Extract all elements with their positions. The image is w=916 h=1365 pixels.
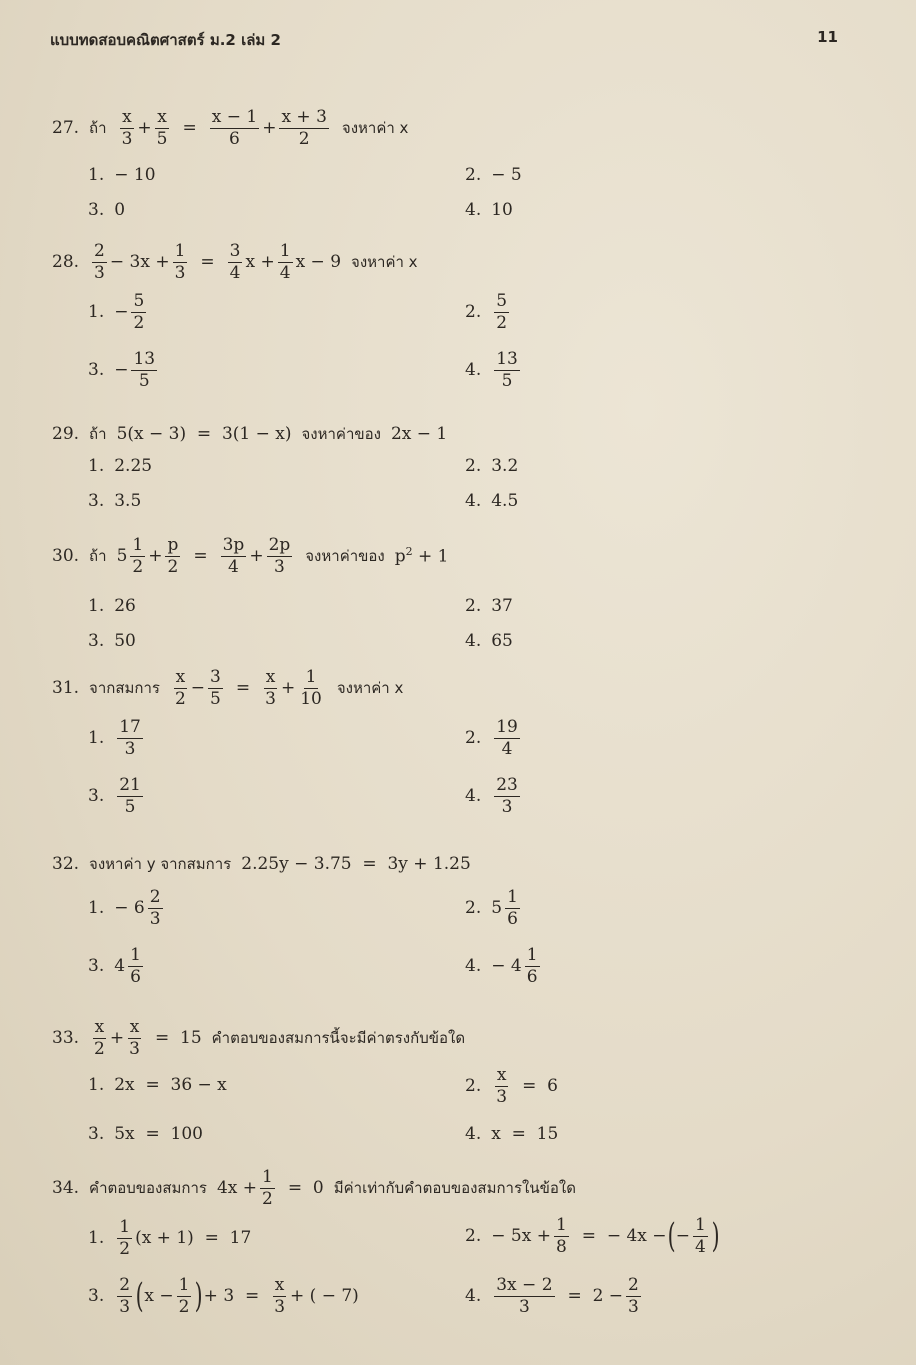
fraction: $\frac{x}{3}$ [265,667,276,709]
question-instruction: จงหาค่าของ [305,547,385,566]
question-number: 27. [52,118,80,139]
question-29 [52,422,447,446]
option: 2. $\frac{19}{4}$ [465,717,518,759]
option: 2. $\frac{x}{3}$ = 6 [465,1065,558,1107]
question-30 [52,536,449,576]
option: 2. − 5x + $\frac{1}{8}$ = − 4x − ( − $\frac{1}{4}$ ) [465,1215,720,1257]
equals-sign: = [182,118,197,139]
question-34 [52,1168,576,1208]
option: 2. − 5 [465,165,522,185]
option: 3. $\frac{21}{5}$ [88,775,141,817]
header-title: แบบทดสอบคณิตศาสตร์ ม.2 เล่ม 2 [50,31,281,49]
fraction: $\frac{x - 1}{6}$ [211,107,258,149]
equals-sign: = [200,252,215,273]
question-instruction: จงหาค่า x [351,253,418,272]
operator: − [190,678,206,699]
operator: + [280,678,296,699]
fraction: $\frac{x}{3}$ [129,1017,140,1059]
option: 3. 0 [88,200,126,220]
page-number: 11 [817,28,838,46]
question-number: 31. [52,678,80,699]
fraction: $\frac{1}{4}$ [279,241,291,283]
option: 1. 2x = 36 − x [88,1075,227,1095]
option: 3. 50 [88,631,136,651]
fraction: $\frac{1}{10}$ [300,667,322,709]
operator: + [249,546,264,567]
question-number: 32. [52,854,80,874]
fraction: $\frac{3}{4}$ [229,241,241,283]
option: 1. − 10 [88,165,156,185]
fraction: $\frac{x}{3}$ [121,107,133,149]
option: 4. $\frac{23}{3}$ [465,775,518,817]
option: 1. − 6 $\frac{2}{3}$ [88,887,161,929]
option: 1. 26 [88,596,136,616]
option: 2. 5 $\frac{1}{6}$ [465,887,518,929]
option: 3. − $\frac{13}{5}$ [88,349,156,391]
fraction: $\frac{2}{3}$ [94,241,105,283]
equation: 2.25y − 3.75 = 3y + 1.25 [241,854,471,874]
operator: + [148,546,163,567]
option: 2. 3.2 [465,456,519,476]
option: 3. 4 $\frac{1}{6}$ [88,945,141,987]
question-instruction: จงหาค่า x [336,679,404,698]
fraction: $\frac{1}{3}$ [174,241,186,283]
equals-sign: = 15 [154,1028,202,1049]
operator: + [109,1028,125,1049]
question-32 [52,852,471,876]
question-number: 29. [52,424,80,444]
question-prefix: จากสมการ [89,679,160,698]
equals-sign: = 0 [287,1178,324,1199]
option: 1. 2.25 [88,456,153,476]
fraction: $\frac{1}{2}$ [262,1167,273,1209]
expression: $p^2 + 1$ [394,545,449,568]
option: 4. x = 15 [465,1124,559,1144]
question-28 [52,242,418,282]
fraction: $\frac{p}{2}$ [167,535,179,577]
option: 4. − 4 $\frac{1}{6}$ [465,945,538,987]
question-number: 28. [52,252,80,273]
fraction: $\frac{3p}{4}$ [222,535,245,577]
equation: 5(x − 3) = 3(1 − x) [116,424,292,444]
option: 4. 10 [465,200,513,220]
equals-sign: = [193,546,208,567]
expression: x + [245,252,275,273]
question-prefix: จงหาค่า y จากสมการ [89,855,232,873]
option: 4. 4.5 [465,491,519,511]
option: 4. 65 [465,631,513,651]
question-number: 34. [52,1178,80,1199]
option: 3. 3.5 [88,491,142,511]
option: 1. $\frac{1}{2}$ (x + 1) = 17 [88,1217,252,1259]
option: 4. $\frac{3x - 2}{3}$ = 2 − $\frac{2}{3}$ [465,1275,639,1317]
question-instruction: จงหาค่าของ [301,425,381,443]
question-number: 30. [52,546,80,567]
question-instruction: คำตอบของสมการนี้จะมีค่าตรงกับข้อใด [211,1029,466,1048]
fraction: $\frac{1}{2}$ [132,535,144,577]
option: 3. 5x = 100 [88,1124,203,1144]
fraction: $\frac{3}{5}$ [210,667,221,709]
expression: x − 9 [295,252,342,273]
question-33 [52,1018,465,1058]
question-instruction: มีค่าเท่ากับคำตอบของสมการในข้อใด [333,1179,576,1198]
fraction: $\frac{2p}{3}$ [268,535,291,577]
option: 1. − $\frac{5}{2}$ [88,291,145,333]
operator: + [137,118,152,139]
expression: 2x − 1 [390,424,448,444]
question-prefix: คำตอบของสมการ [89,1179,207,1198]
option: 1. $\frac{17}{3}$ [88,717,141,759]
question-number: 33. [52,1028,80,1049]
expression: 4x + [216,1178,258,1199]
question-prefix: ถ้า [89,119,107,138]
expression: − 3x + [109,252,170,273]
question-31 [52,668,403,708]
fraction: $\frac{x + 3}{2}$ [281,107,327,149]
question-27 [52,108,408,148]
operator: + [262,118,277,139]
fraction: $\frac{x}{2}$ [94,1017,105,1059]
whole-number: 5 [116,546,128,567]
fraction: $\frac{x}{2}$ [174,667,186,709]
option: 4. $\frac{13}{5}$ [465,349,518,391]
fraction: $\frac{x}{5}$ [156,107,168,149]
question-instruction: จงหาค่า x [341,119,409,138]
option: 3. $\frac{2}{3}$ ( x − $\frac{1}{2}$ ) + 3 = $\frac{x}{3}$ + ( − 7) [88,1275,359,1317]
question-prefix: ถ้า [89,425,107,443]
option: 2. $\frac{5}{2}$ [465,291,508,333]
option: 2. 37 [465,596,513,616]
equals-sign: = [235,678,251,699]
question-prefix: ถ้า [89,547,107,566]
